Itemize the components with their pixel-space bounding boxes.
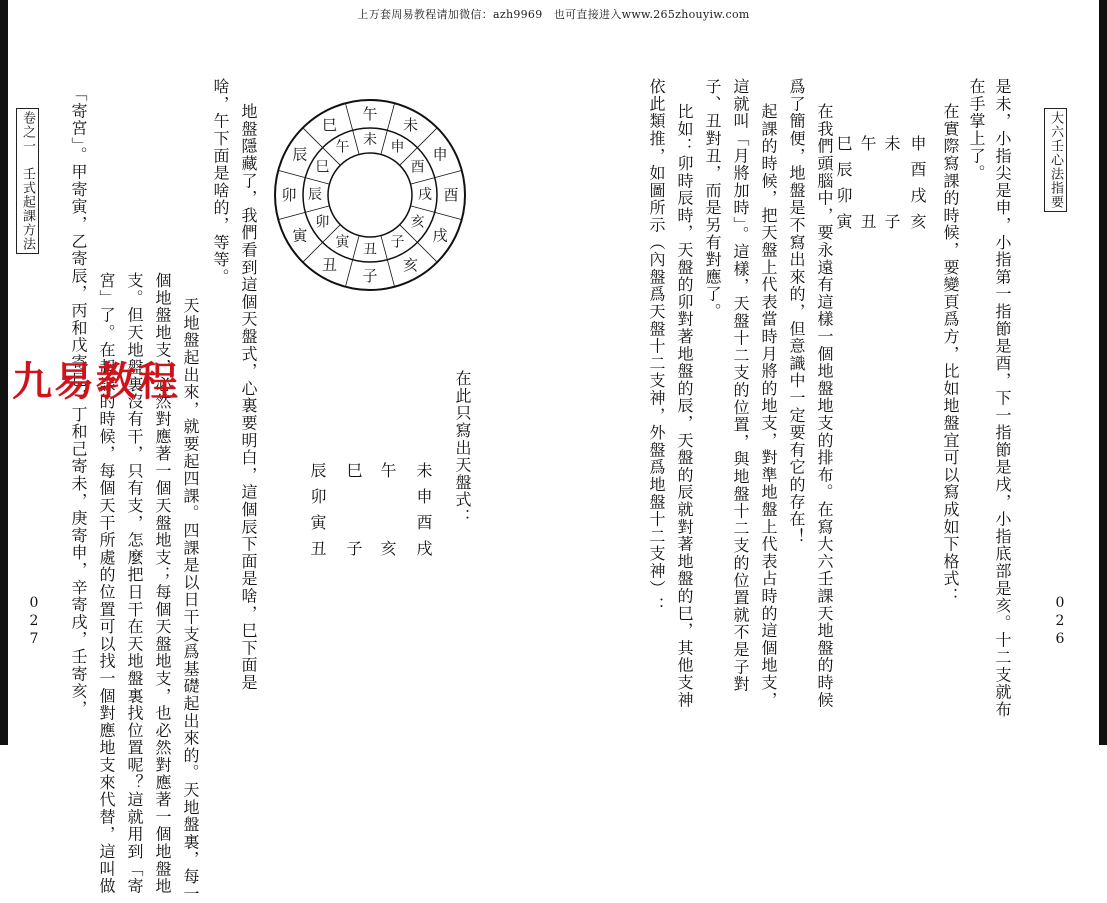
- page-header-note: 上万套周易教程请加微信：azh9969 也可直接进入www.265zhouyiw.com: [357, 8, 750, 21]
- left-page-number: 027: [26, 595, 42, 649]
- earth-plate-branch: 巳: [321, 115, 338, 134]
- grid-column: 午 丑: [858, 135, 877, 239]
- text-column: 地盤隱藏了，我們看到這個天盤式，心裏要明白，這個辰下面是啥，巳下面是: [239, 103, 258, 692]
- earth-plate-branch: 子: [362, 267, 378, 285]
- earth-plate-branch: 申: [432, 145, 448, 164]
- grid-column: 午 亥: [378, 462, 397, 566]
- text-column: 個地盤地支，必然對應著一個天盤地支；每個天盤地支，也必然對應著一個地盤地: [153, 272, 172, 895]
- text-column: 天地盤起出來，就要起四課。四課是以日干支爲基礎起出來的。天地盤裏，每一: [181, 297, 200, 903]
- watermark-logo: 九易教程: [12, 359, 180, 405]
- left-binding-edge: [0, 0, 8, 745]
- right-page-title: 大六壬心法指要: [1044, 108, 1067, 212]
- text-column: 依此類推，如圖所示（內盤爲天盤十二支神，外盤爲地盤十二支神）：: [647, 78, 666, 615]
- earth-plate-branch: 亥: [402, 256, 419, 275]
- diagram-heading: 在此只寫出天盤式：: [453, 370, 472, 526]
- heaven-plate-branch: 丑: [363, 242, 377, 258]
- heaven-plate-branch: 辰: [308, 187, 322, 203]
- earth-plate-branch: 午: [362, 105, 378, 123]
- text-column: 這就叫「月將加時」。這樣，天盤十二支的位置，與地盤十二支的位置就不是子對: [731, 78, 750, 693]
- text-column: 起課的時候，把天盤上代表當時月將的地支，對準地盤上代表占時的這個地支，: [759, 103, 778, 709]
- text-column: 「寄宮」。甲寄寅，乙寄辰，丙和戊寄巳，丁和己寄未，庚寄申，辛寄戌，壬寄亥，: [69, 85, 88, 718]
- text-column: 比如：卯時辰時，天盤的卯對著地盤的辰，天盤的辰就對著地盤的巳，其他支神: [675, 103, 694, 709]
- grid-column: 未 子: [882, 135, 901, 239]
- heaven-plate-branch: 子: [390, 234, 405, 251]
- earth-plate-branch: 辰: [292, 145, 308, 164]
- earth-plate-branch: 酉: [443, 186, 459, 204]
- text-column: 是未，小指尖是申，小指第一指節是酉，下一指節是戌，小指底部是亥。十二支就布: [993, 78, 1012, 719]
- earth-plate-branch: 卯: [281, 186, 297, 204]
- text-column: 在我們頭腦中，要永遠有這樣一個地盤地支的排布。在寫大六壬課天地盤的時候: [815, 103, 834, 709]
- heaven-plate-branch: 未: [363, 132, 377, 148]
- heaven-plate-branch: 卯: [315, 214, 330, 231]
- text-column: 爲了簡便，地盤是不寫出來的，但意識中一定要有它的存在！: [787, 78, 806, 546]
- heaven-earth-plate-diagram: [270, 95, 470, 295]
- text-column: 在實際寫課的時候，要變頁爲方，比如地盤宜可以寫成如下格式：: [941, 103, 960, 605]
- grid-column: 巳辰卯寅: [834, 135, 853, 239]
- grid-column: 申酉戌亥: [908, 135, 927, 239]
- heaven-plate-branch: 午: [335, 139, 350, 156]
- heaven-plate-branch: 申: [390, 139, 405, 156]
- heaven-plate-branch: 酉: [410, 159, 425, 176]
- text-column: 子、丑對丑，而是另有對應了。: [703, 78, 722, 321]
- right-binding-edge: [1099, 0, 1107, 745]
- grid-column: 辰卯寅丑: [308, 462, 327, 566]
- inner-ring: [328, 153, 412, 237]
- heaven-plate-branch: 亥: [410, 214, 425, 231]
- grid-column: 巳 子: [344, 462, 363, 566]
- heaven-plate-branch: 戌: [418, 187, 432, 203]
- earth-plate-branch: 戌: [432, 226, 448, 245]
- earth-plate-branch: 未: [402, 115, 419, 134]
- text-column: 啥，午下面是啥的，等等。: [211, 78, 230, 286]
- earth-plate-branch: 丑: [321, 256, 338, 275]
- left-page-title: 卷之一 壬式起課方法: [16, 108, 39, 254]
- earth-plate-branch: 寅: [292, 226, 308, 245]
- heaven-plate-branch: 巳: [315, 159, 330, 176]
- text-column: 在手掌上了。: [967, 78, 986, 182]
- grid-column: 未申酉戌: [414, 462, 433, 566]
- text-column: 宮」了。在起課的時候，每個天干所處的位置可以找一個對應地支來代替，這叫做: [97, 272, 116, 895]
- right-page-number: 026: [1052, 595, 1068, 649]
- text-column: 支。但天地盤裏沒有干，只有支，怎麼把日干在天地盤裏找位置呢？這就用到「寄: [125, 272, 144, 895]
- heaven-plate-branch: 寅: [335, 234, 350, 251]
